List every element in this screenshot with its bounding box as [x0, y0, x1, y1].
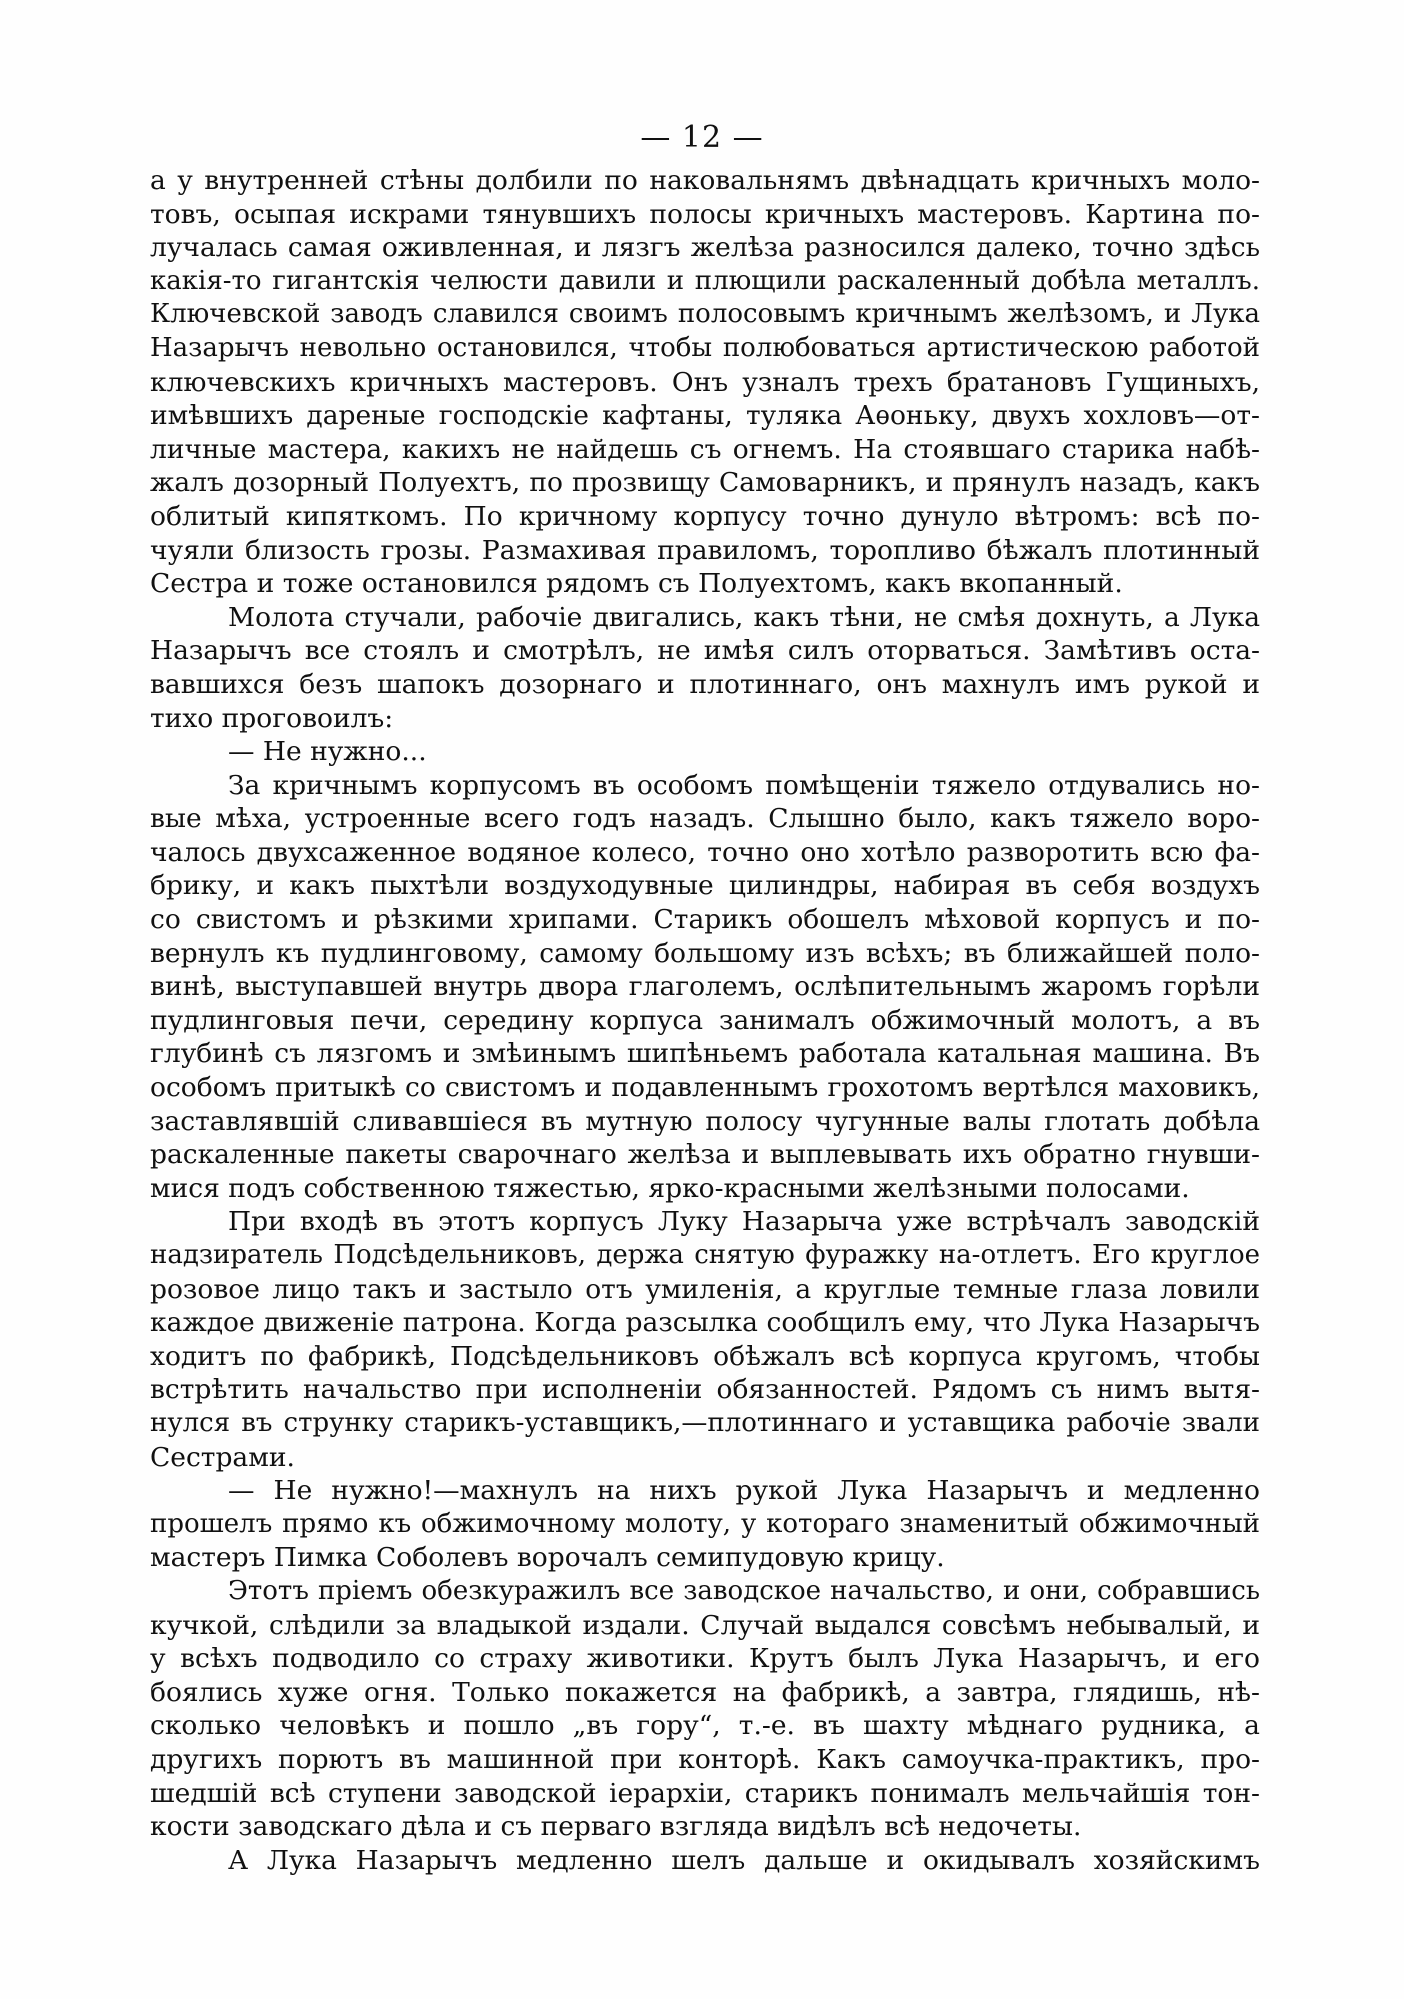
text-line: Сестрами.	[150, 1441, 295, 1473]
text-line: облитый кипяткомъ. По кричному корпусу точно дунуло вѣтромъ: всѣ по-	[150, 500, 1260, 532]
text-line: лучалась самая оживленная, и лязгъ желѣза разносился далеко, точно здѣсь	[150, 232, 1260, 264]
text-line: личные мастера, какихъ не найдешь съ огнемъ. На стоявшаго старика набѣ-	[150, 433, 1260, 465]
text-line: заставлявшій сливавшіеся въ мутную полосу чугунные валы глотать добѣла	[150, 1105, 1260, 1137]
body-text	[150, 164, 1260, 1877]
text-line: другихъ порютъ въ машинной при конторѣ. Какъ самоучка-практикъ, про-	[150, 1743, 1260, 1775]
text-line: — Не нужно!—махнулъ на нихъ рукой Лука Назарычъ и медленно	[228, 1475, 1260, 1507]
text-line: нулся въ струнку старикъ-уставщикъ,—плотиннаго и уставщика рабочіе звали	[150, 1407, 1260, 1438]
text-line: Этотъ пріемъ обезкуражилъ все заводское начальство, и они, собравшись	[228, 1575, 1260, 1606]
text-line: Ключевской заводъ славился своимъ полосовымъ кричнымъ желѣзомъ, и Лука	[150, 299, 1260, 330]
text-line: глубинѣ съ лязгомъ и змѣинымъ шипѣньемъ работала катальная машина. Въ	[150, 1038, 1260, 1070]
text-line: Молота стучали, рабочіе двигались, какъ тѣни, не смѣя дохнуть, а Лука	[228, 601, 1260, 633]
text-line: За кричнымъ корпусомъ въ особомъ помѣщеніи тяжело отдувались но-	[228, 769, 1260, 801]
text-line: вые мѣха, устроенные всего годъ назадъ. Слышно было, какъ тяжело воро-	[150, 803, 1260, 835]
text-line: у всѣхъ подводило со страху животики. Крутъ былъ Лука Назарычъ, и его	[150, 1643, 1260, 1675]
text-line: боялись хуже огня. Только покажется на фабрикѣ, а завтра, глядишь, нѣ-	[150, 1676, 1260, 1708]
text-line: винѣ, выступавшей внутрь двора глаголемъ, ослѣпительнымъ жаромъ горѣли	[150, 971, 1260, 1003]
text-line: надзиратель Подсѣдельниковъ, держа снятую фуражку на-отлетъ. Его круглое	[150, 1240, 1260, 1270]
text-line: со свистомъ и рѣзкими хрипами. Старикъ обошелъ мѣховой корпусъ и по-	[150, 904, 1260, 936]
text-line: При входѣ въ этотъ корпусъ Луку Назарыча уже встрѣчалъ заводскій	[228, 1206, 1260, 1238]
text-line: какія-то гигантскія челюсти давили и плющили раскаленный добѣла металлъ.	[150, 265, 1260, 296]
text-line: товъ, осыпая искрами тянувшихъ полосы кричныхъ мастеровъ. Картина по-	[150, 198, 1260, 230]
text-line: мастеръ Пимка Соболевъ ворочалъ семипудовую крицу.	[150, 1542, 945, 1574]
text-line: Назарычъ невольно остановился, чтобы полюбоваться артистическою работой	[150, 332, 1260, 363]
text-line: вавшихся безъ шапокъ дозорнаго и плотиннаго, онъ махнулъ имъ рукой и	[150, 668, 1260, 700]
text-line: кости заводскаго дѣла и съ перваго взгляда видѣлъ всѣ недочеты.	[150, 1811, 1082, 1843]
text-line: ходитъ по фабрикѣ, Подсѣдельниковъ обѣжалъ всѣ корпуса кругомъ, чтобы	[150, 1340, 1260, 1372]
text-line: тихо проговоилъ:	[150, 702, 394, 734]
text-line: каждое движеніе патрона. Когда разсылка сообщилъ ему, что Лука Назарычъ	[150, 1307, 1260, 1339]
text-line: встрѣтить начальство при исполненіи обязанностей. Рядомъ съ нимъ вытя-	[150, 1374, 1260, 1406]
text-line: жалъ дозорный Полуехтъ, по прозвищу Самоварникъ, и прянулъ назадъ, какъ	[150, 467, 1260, 499]
page-number: — 12 —	[640, 120, 764, 155]
text-line: а у внутренней стѣны долбили по наковальнямъ двѣнадцать кричныхъ моло-	[150, 165, 1260, 196]
text-line: чалось двухсаженное водяное колесо, точно оно хотѣло разворотить всю фа-	[150, 836, 1260, 868]
text-line: имѣвшихъ дареные господскіе кафтаны, туляка Аѳоньку, двухъ хохловъ—от-	[150, 400, 1260, 432]
text-line: кучкой, слѣдили за владыкой издали. Случай выдался совсѣмъ небывалый, и	[150, 1609, 1260, 1641]
text-line: ключевскихъ кричныхъ мастеровъ. Онъ узналъ трехъ братановъ Гущиныхъ,	[150, 366, 1260, 398]
text-line: вернулъ къ пудлинговому, самому большому изъ всѣхъ; въ ближайшей поло-	[150, 937, 1260, 969]
text-line: прошелъ прямо къ обжимочному молоту, у котораго знаменитый обжимочный	[150, 1508, 1260, 1539]
text-line: чуяли близость грозы. Размахивая правиломъ, торопливо бѣжалъ плотинный	[150, 534, 1260, 566]
text-line: мися подъ собственною тяжестью, ярко-красными желѣзными полосами.	[150, 1172, 1190, 1204]
text-line: — Не нужно...	[228, 736, 427, 768]
text-line: шедшій всѣ ступени заводской іерархіи, старикъ понималъ мельчайшія тон-	[150, 1777, 1260, 1809]
text-line: раскаленные пакеты сварочнаго желѣза и выплевывать ихъ обратно гнувши-	[150, 1139, 1260, 1171]
text-line: пудлинговыя печи, середину корпуса занималъ обжимочный молотъ, а въ	[150, 1004, 1260, 1036]
text-line: розовое лицо такъ и застыло отъ умиленія, а круглые темные глаза ловили	[150, 1273, 1260, 1305]
text-line: особомъ притыкѣ со свистомъ и подавленнымъ грохотомъ вертѣлся маховикъ,	[150, 1072, 1260, 1104]
text-line: Назарычъ все стоялъ и смотрѣлъ, не имѣя силъ оторваться. Замѣтивъ оста-	[150, 635, 1260, 667]
text-line: брику, и какъ пыхтѣли воздуходувные цилиндры, набирая въ себя воздухъ	[150, 870, 1260, 902]
text-line: сколько человѣкъ и пошло „въ гору“, т.-е. въ шахту мѣднаго рудника, а	[150, 1710, 1260, 1742]
text-line: А Лука Назарычъ медленно шелъ дальше и окидывалъ хозяйскимъ	[228, 1844, 1260, 1876]
text-line: Сестра и тоже остановился рядомъ съ Полуехтомъ, какъ вкопанный.	[150, 568, 1123, 600]
